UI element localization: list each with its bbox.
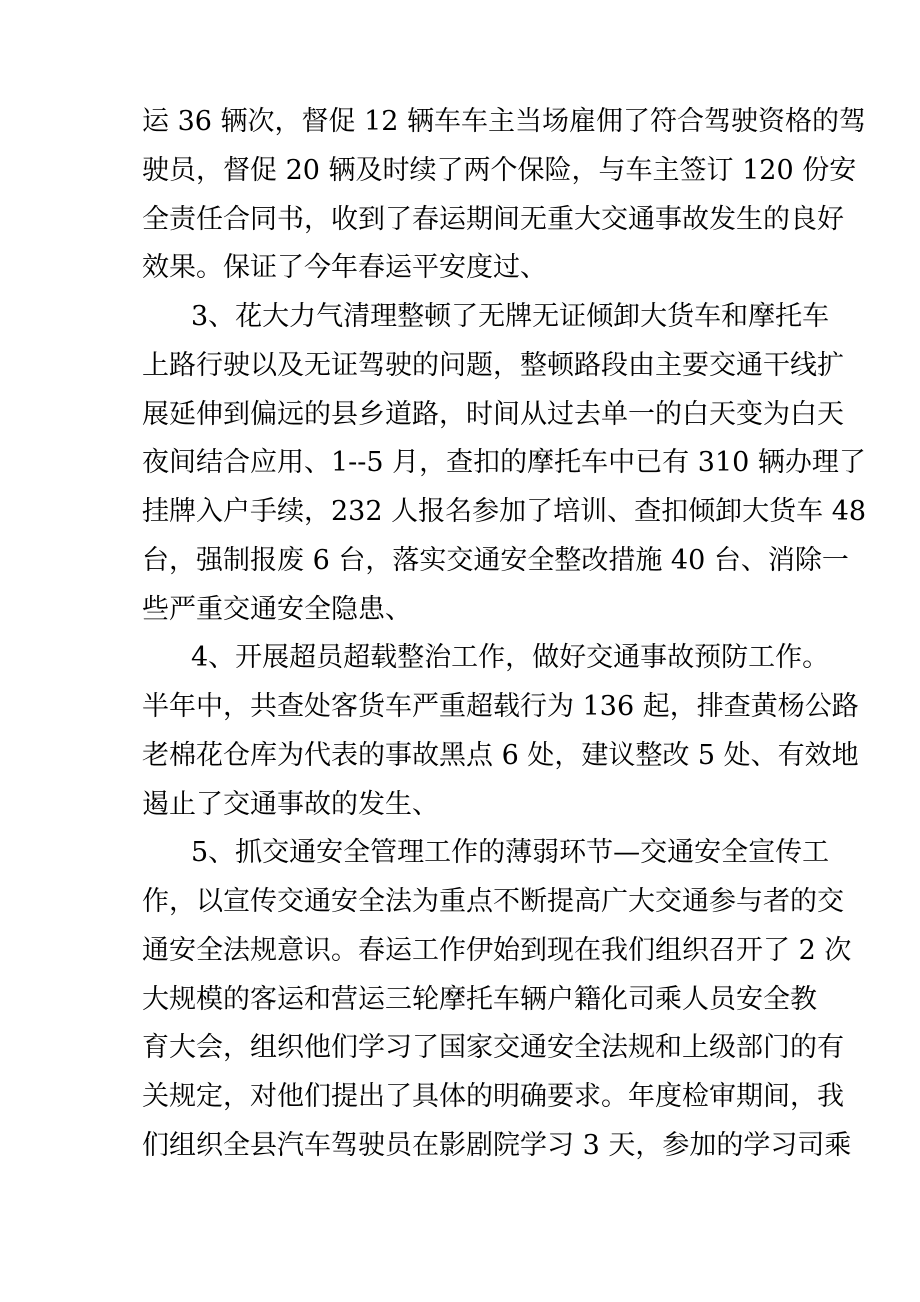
text-line: 台，强制报废 6 台，落实交通安全整改措施 40 台、消除一 xyxy=(142,544,849,576)
text-line: 遏止了交通事故的发生、 xyxy=(142,788,439,820)
text-line: 挂牌入户手续，232 人报名参加了培训、查扣倾卸大货车 48 xyxy=(142,496,867,527)
text-line: 关规定，对他们提出了具体的明确要求。年度检审期间，我 xyxy=(142,1081,844,1112)
text-line: 效果。保证了今年春运平安度过、 xyxy=(142,252,547,284)
text-line: 运 36 辆次，督促 12 辆车车主当场雇佣了符合驾驶资格的驾 xyxy=(142,106,867,137)
text-line: 些严重交通安全隐患、 xyxy=(142,593,412,625)
text-line: 作，以宣传交通安全法为重点不断提高广大交通参与者的交 xyxy=(142,886,844,917)
paragraph-5-start: 5、抓交通安全管理工作的薄弱环节—交通安全宣传工 xyxy=(191,837,830,869)
text-line: 大规模的客运和营运三轮摩托车辆户籍化司乘人员安全教 xyxy=(142,983,817,1015)
text-line: 全责任合同书，收到了春运期间无重大交通事故发生的良好 xyxy=(142,203,844,235)
text-line: 驶员，督促 20 辆及时续了两个保险，与车主签订 120 份安 xyxy=(142,154,857,186)
text-line: 们组织全县汽车驾驶员在影剧院学习 3 天，参加的学习司乘 xyxy=(142,1129,852,1161)
text-line: 夜间结合应用、1--5 月，查扣的摩托车中已有 310 辆办理了 xyxy=(142,447,866,479)
text-line: 育大会，组织他们学习了国家交通安全法规和上级部门的有 xyxy=(142,1032,844,1064)
text-line: 半年中，共查处客货车严重超载行为 136 起，排查黄杨公路 xyxy=(142,691,859,722)
text-line: 上路行驶以及无证驾驶的问题，整顿路段由主要交通干线扩 xyxy=(142,349,844,381)
text-line: 展延伸到偏远的县乡道路，时间从过去单一的白天变为白天 xyxy=(142,398,844,430)
paragraph-3-start: 3、花大力气清理整顿了无牌无证倾卸大货车和摩托车 xyxy=(191,301,830,332)
paragraph-4-start: 4、开展超员超载整治工作，做好交通事故预防工作。 xyxy=(191,642,830,674)
body-text xyxy=(142,98,867,1171)
text-line: 通安全法规意识。春运工作伊始到现在我们组织召开了 2 次 xyxy=(142,934,852,966)
text-line: 老棉花仓库为代表的事故黑点 6 处，建议整改 5 处、有效地 xyxy=(142,739,859,771)
